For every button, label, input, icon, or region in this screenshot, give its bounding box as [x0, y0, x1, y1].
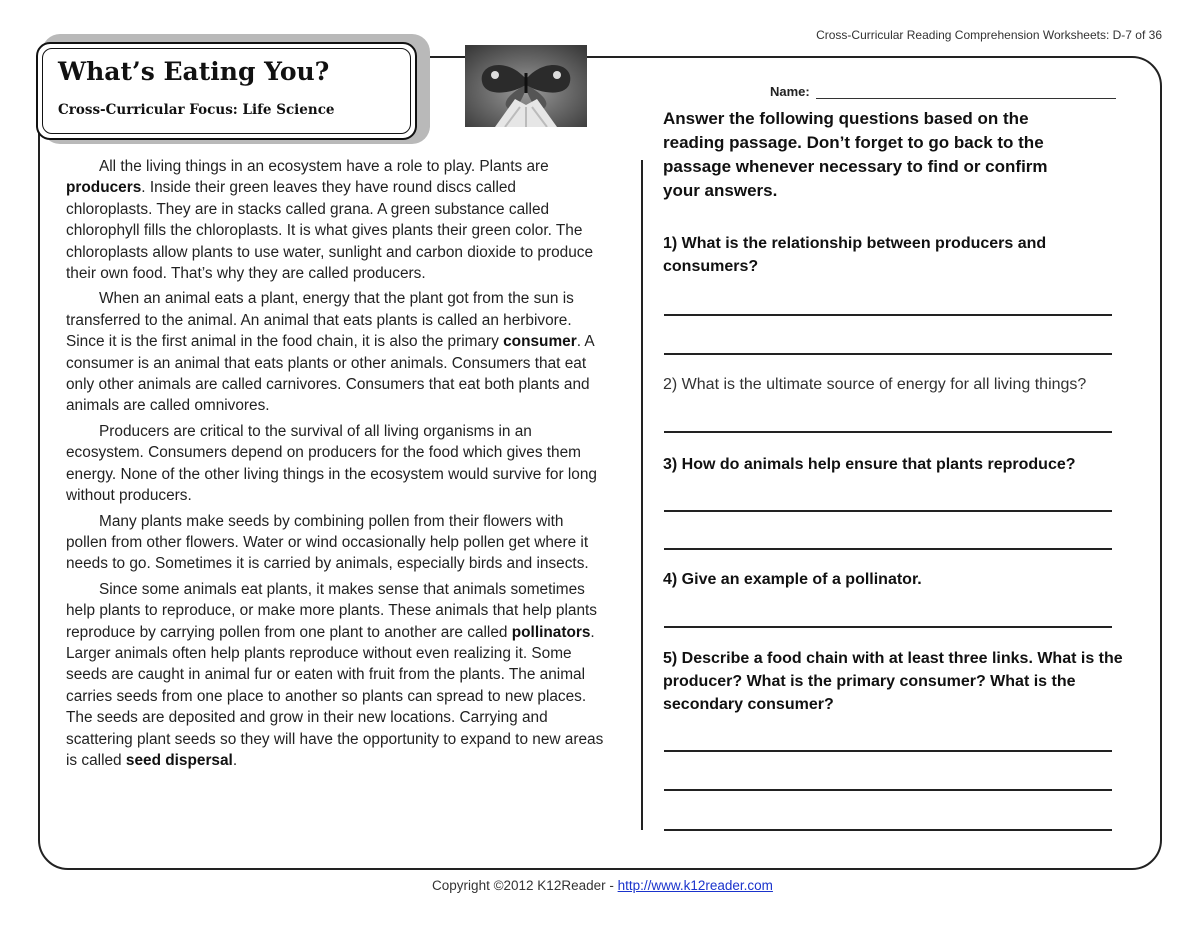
answer-line[interactable] — [664, 510, 1112, 512]
passage-text: All the living things in an ecosystem have a role to play. Plants are — [99, 158, 549, 175]
answer-line[interactable] — [664, 750, 1112, 752]
answer-line[interactable] — [664, 789, 1112, 791]
passage-paragraph — [66, 579, 606, 772]
question-5: 5) Describe a food chain with at least three links. What is the producer? What is the primary consumer? What is the secondary consumer? — [663, 650, 1123, 713]
answer-line[interactable] — [664, 548, 1112, 550]
k12reader-link[interactable]: http://www.k12reader.com — [617, 878, 773, 893]
question-3: 3) How do animals help ensure that plants reproduce? — [663, 456, 1076, 473]
name-line[interactable] — [816, 84, 1116, 99]
header-meta: Cross-Curricular Reading Comprehension Worksheets: D-7 of 36 — [816, 28, 1162, 42]
page-subtitle: Cross-Curricular Focus: Life Science — [58, 102, 335, 118]
answer-line[interactable] — [664, 353, 1112, 355]
passage-text: When an animal eats a plant, energy that the plant got from the sun is transferred to the animal. An animal that eats plants is called an herbivore. Since it is the first animal in the food chain, it is also the primary — [66, 290, 574, 351]
name-label: Name: — [770, 84, 810, 99]
page-title: What’s Eating You? — [58, 57, 330, 86]
question-4: 4) Give an example of a pollinator. — [663, 571, 922, 588]
term-pollinators: pollinators — [511, 623, 591, 641]
title-box — [36, 42, 417, 140]
passage-paragraph — [66, 156, 606, 284]
copyright-text: Copyright ©2012 K12Reader - — [432, 878, 618, 893]
passage-text: . A consumer is an animal that eats plants or other animals. Consumers that eat only other animals are called carnivores. Consumers that eat both plants and animals are called omnivores. — [66, 333, 594, 415]
name-field[interactable] — [770, 84, 1126, 99]
passage-paragraph: Many plants make seeds by combining pollen from their flowers with pollen from other flowers. Water or wind occasionally help pollen get where it needs to go. Sometimes it is carried by animals, especially birds and insects. — [66, 512, 589, 573]
reading-passage — [66, 156, 606, 775]
passage-paragraph: Producers are critical to the survival of all living organisms in an ecosystem. Consumers depend on producers for the food which gives them energy. None of the other living things in the ecosystem would survive for long without producers. — [66, 422, 597, 505]
passage-paragraph — [66, 288, 606, 416]
butterfly-image — [465, 45, 587, 127]
term-seed-dispersal: seed dispersal — [125, 751, 233, 769]
answer-line[interactable] — [664, 829, 1112, 831]
question-2: 2) What is the ultimate source of energy for all living things? — [663, 376, 1087, 393]
passage-text: Since some animals eat plants, it makes sense that animals sometimes help plants to reproduce, or make more plants. These animals that help plants reproduce by carrying pollen from one plant to another are called — [66, 580, 597, 641]
passage-text: . — [232, 751, 238, 769]
term-producers: producers — [66, 179, 142, 197]
footer — [0, 878, 1200, 893]
term-consumer: consumer — [503, 333, 577, 351]
answer-line[interactable] — [664, 314, 1112, 316]
column-divider — [641, 160, 643, 830]
question-1: 1) What is the relationship between producers and consumers? — [663, 235, 1047, 275]
passage-text: . Larger animals often help plants reproduce without even realizing it. Some seeds are caught in animal fur or eaten with fruit from the plants. The animal carries seeds from one place to another so plants can spread to new places. The seeds are deposited and grow in their new locations. Carrying and scattering plant seeds so they will have the opportunity to expand to new areas is called — [66, 623, 604, 769]
answer-line[interactable] — [664, 626, 1112, 628]
instructions: Answer the following questions based on the reading passage. Don’t forget to go back to the passage whenever necessary to find or confirm your answers. — [663, 109, 1048, 200]
passage-text: . Inside their green leaves they have round discs called chloroplasts. They are in stacks called grana. A green substance called chlorophyll fills the chloroplasts. It is what gives plants their green color. The chloroplasts allow plants to use water, sunlight and carbon dioxide to produce their own food. That’s why they are called producers. — [66, 179, 594, 283]
answer-line[interactable] — [664, 431, 1112, 433]
